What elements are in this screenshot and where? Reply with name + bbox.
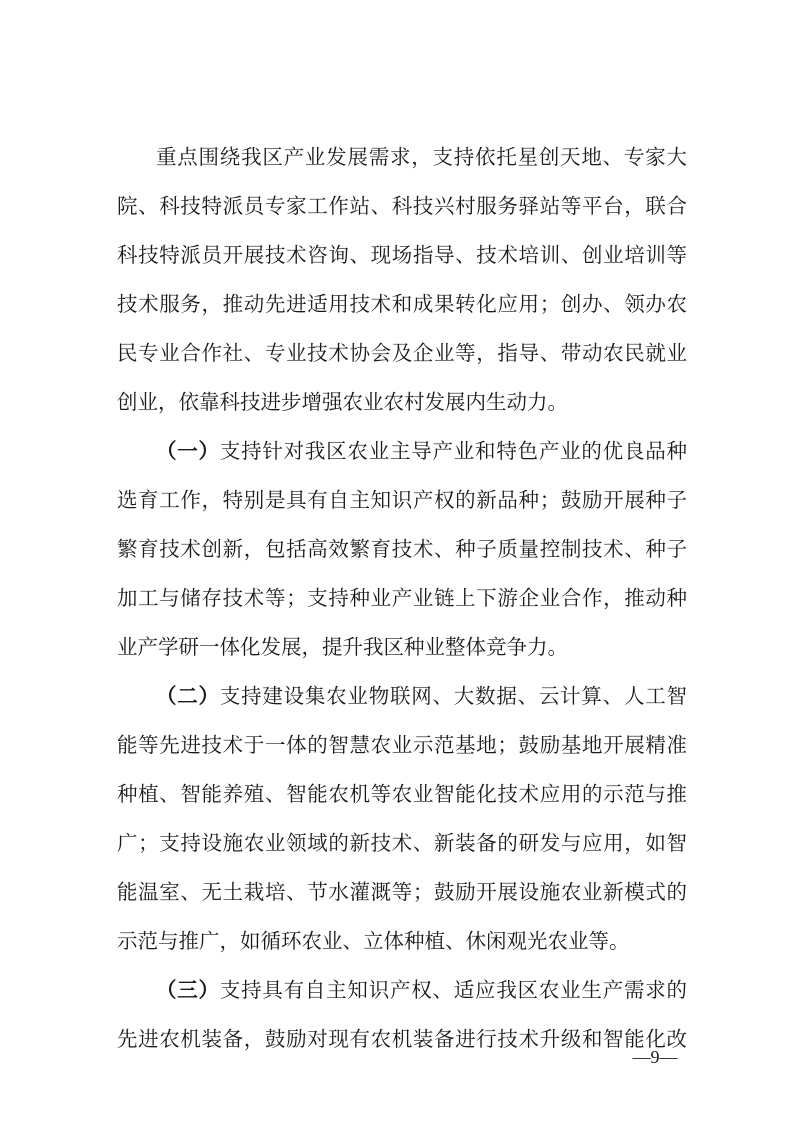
paragraph-1-line-1: 重点围绕我区产业发展需求，支持依托星创天地、专家大 <box>156 145 687 169</box>
paragraph-1-line-4: 技术服务，推动先进适用技术和成果转化应用；创办、领办农 <box>117 292 687 316</box>
paragraph-3-line-2: 能等先进技术于一体的智慧农业示范基地；鼓励基地开展精准 <box>117 733 687 757</box>
page-number: —9— <box>632 1047 678 1067</box>
section-number-3: （三） <box>156 978 220 1002</box>
paragraph-3-line-4: 广；支持设施农业领域的新技术、新装备的研发与应用，如智 <box>117 831 687 855</box>
paragraph-2-line-5: 业产学研一体化发展，提升我区种业整体竞争力。 <box>117 635 568 659</box>
paragraph-3-line-5: 能温室、无土栽培、节水灌溉等；鼓励开展设施农业新模式的 <box>117 880 687 904</box>
paragraph-1-line-6: 创业，依靠科技进步增强农业农村发展内生动力。 <box>117 390 568 414</box>
paragraph-2-line-3: 繁育技术创新，包括高效繁育技术、种子质量控制技术、种子 <box>117 537 687 561</box>
paragraph-3-line-6: 示范与推广，如循环农业、立体种植、休闲观光农业等。 <box>117 929 630 953</box>
paragraph-1-line-3: 科技特派员开展技术咨询、现场指导、技术培训、创业培训等 <box>117 243 687 267</box>
section-number-2: （二） <box>156 684 220 708</box>
paragraph-4-line-1: （三）支持具有自主知识产权、适应我区农业生产需求的 <box>156 978 687 1002</box>
paragraph-2-line-2: 选育工作，特别是具有自主知识产权的新品种；鼓励开展种子 <box>117 488 687 512</box>
paragraph-3-line-1: （二）支持建设集农业物联网、大数据、云计算、人工智 <box>156 684 687 708</box>
paragraph-2-line-1: （一）支持针对我区农业主导产业和特色产业的优良品种 <box>156 439 687 463</box>
paragraph-3-line-3: 种植、智能养殖、智能农机等农业智能化技术应用的示范与推 <box>117 782 687 806</box>
paragraph-1-line-2: 院、科技特派员专家工作站、科技兴村服务驿站等平台，联合 <box>117 194 687 218</box>
paragraph-1-line-5: 民专业合作社、专业技术协会及企业等，指导、带动农民就业 <box>117 341 687 365</box>
section-number-1: （一） <box>156 439 220 463</box>
paragraph-4-line-2: 先进农机装备，鼓励对现有农机装备进行技术升级和智能化改 <box>117 1027 687 1051</box>
paragraph-2-line-4: 加工与储存技术等；支持种业产业链上下游企业合作，推动种 <box>117 586 687 610</box>
